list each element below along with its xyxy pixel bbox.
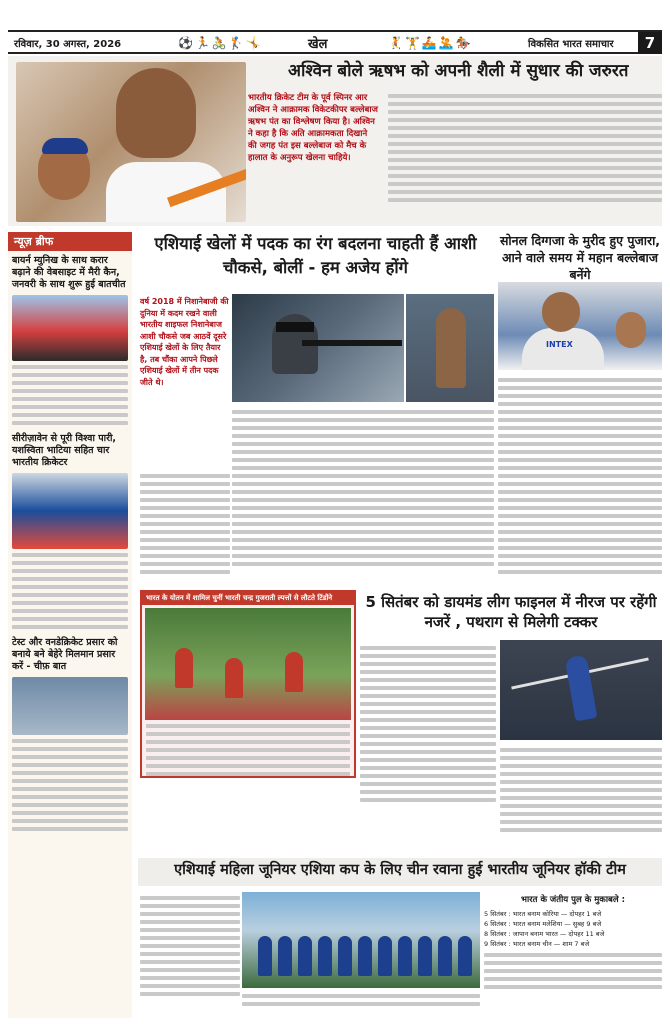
right-story-body [498, 374, 662, 578]
fixtures-title: भारत के जंतीय पुल के मुकाबले : [520, 895, 625, 905]
brief-story-1-photo [12, 295, 128, 361]
top-story-body [388, 90, 662, 206]
news-brief-column [8, 232, 132, 1018]
mid-story-deck: वर्ष 2018 में निशानेबाजी की दुनिया में कदम रखने वाली भारतीय शाइफल निशानेबाज आशी चौकसे जब आठवें दूसरे एशियाई खेलों के लिए तैयार है, तब चौंका आपने पिछले एशियाई खेलों में तीन पदक जीते थे। [140, 297, 229, 387]
brief-story-3-headline: टेस्ट और वनडेक्रिकेट प्रसार को बनाये बने बेहेरे मिलमान प्रसार करें - चीफ़ बात [12, 637, 118, 672]
page-number: 7 [638, 32, 662, 54]
mid-story-body-left [140, 470, 230, 578]
hockey-team-photo [242, 892, 480, 988]
brief-story-2 [8, 429, 132, 629]
mid-story-photo-2 [406, 294, 494, 402]
banner-story-photo [145, 608, 351, 720]
banner-story-title: भारत के योतन में शामिल चुनीं भारती चन्द्र गुजराती ल्पत्तों से लौटते टिंडोंने [142, 592, 354, 605]
hockey-fixtures-box [484, 892, 662, 993]
sport-silhouettes-left: ⚽🏃🚴🏌🤸 [178, 36, 263, 50]
brief-story-2-photo [12, 473, 128, 549]
sport-silhouettes-right: 🤾🏋🚣🤽🏇 [388, 36, 473, 50]
hockey-right-body [484, 953, 662, 989]
right-story-photo [498, 282, 662, 370]
brief-story-2-body [8, 553, 132, 629]
mid-story-headline: एशियाई खेलों में पदक का रंग बदलना चाहती हैं आशी चौकसे, बोलीं - हम अजेय होंगे [154, 234, 477, 277]
section-title: खेल [308, 37, 328, 52]
news-brief-label: न्यूज़ ब्रीफ [8, 232, 132, 251]
top-story [8, 56, 662, 226]
top-story-headline: अश्विन बोले ऋषभ को अपनी शैली में सुधार की जरुरत [288, 61, 629, 81]
page-header [8, 30, 662, 54]
right-story-headline: सोनल दिग्गजा के मुरीद हुए पुजारा, आने वाले समय में महान बल्लेबाज बनेंगे [499, 233, 661, 282]
brief-story-1 [8, 251, 132, 425]
newspaper-name: विकसित भारत समाचार [528, 39, 614, 50]
mid-story-body [232, 406, 494, 570]
brief-story-3 [8, 633, 132, 831]
brief-story-1-headline: बायर्न म्युनिख के साथ करार बढ़ाने की वेबसाइट में मैरी कैन, जनवरी के साथ शुरू हुई बातचीत [12, 255, 126, 290]
brief-story-3-body [8, 739, 132, 831]
fixture-item: 5 सितंबर : भारत बनाम कोरिया — दोपहर 1 बजे [484, 910, 602, 918]
fixture-item: 8 सितंबर : जापान बनाम भारत — दोपहर 11 बजे [484, 930, 605, 938]
fixture-item: 9 सितंबर : भारत बनाम चीन — शाम 7 बजे [484, 940, 590, 948]
hockey-photo-caption [242, 990, 480, 1010]
top-story-deck: भारतीय क्रिकेट टीम के पूर्व स्पिनर आर अश्विन ने आक्रामक विकेटकीपर बल्लेबाज ऋषभ पंत का विश्लेषण किया है। अश्विन ने कहा है कि अति आक्रामकता दिखाने की जगह पंत इस बल्लेबाज को मैच के हालात के अनुरूप खेलना चाहिये। [248, 93, 378, 163]
brief-story-3-photo [12, 677, 128, 735]
right-photo-sponsor-text: INTEX [546, 340, 573, 349]
banner-story-body [142, 724, 354, 776]
fixture-item: 6 सितंबर : भारत बनाम मलेशिया — सुबह 9 बजे [484, 920, 602, 928]
top-story-photo [16, 62, 246, 222]
brief-story-2-headline: सीरीज़ावेन से पूरी विश्वा पारी, यशस्विता भाटिया सहित चार भारतीय क्रिकेटर [12, 433, 117, 468]
hockey-story-body [140, 892, 240, 1000]
neeraj-story-photo [500, 640, 662, 740]
issue-date: रविवार, 30 अगस्त, 2026 [14, 39, 122, 50]
neeraj-story-headline: 5 सितंबर को डायमंड लीग फाइनल में नीरज पर रहेंगी नजरें , पथराग से मिलेगी टक्कर [365, 593, 657, 631]
hockey-story-headline: एशियाई महिला जूनियर एशिया कप के लिए चीन रवाना हुई भारतीय जूनियर हॉकी टीम [138, 858, 662, 886]
banner-story [140, 590, 356, 778]
brief-story-1-body [8, 365, 132, 425]
mid-story-photo [232, 294, 404, 402]
neeraj-story-body-2 [500, 744, 662, 836]
neeraj-story-body [360, 642, 496, 806]
